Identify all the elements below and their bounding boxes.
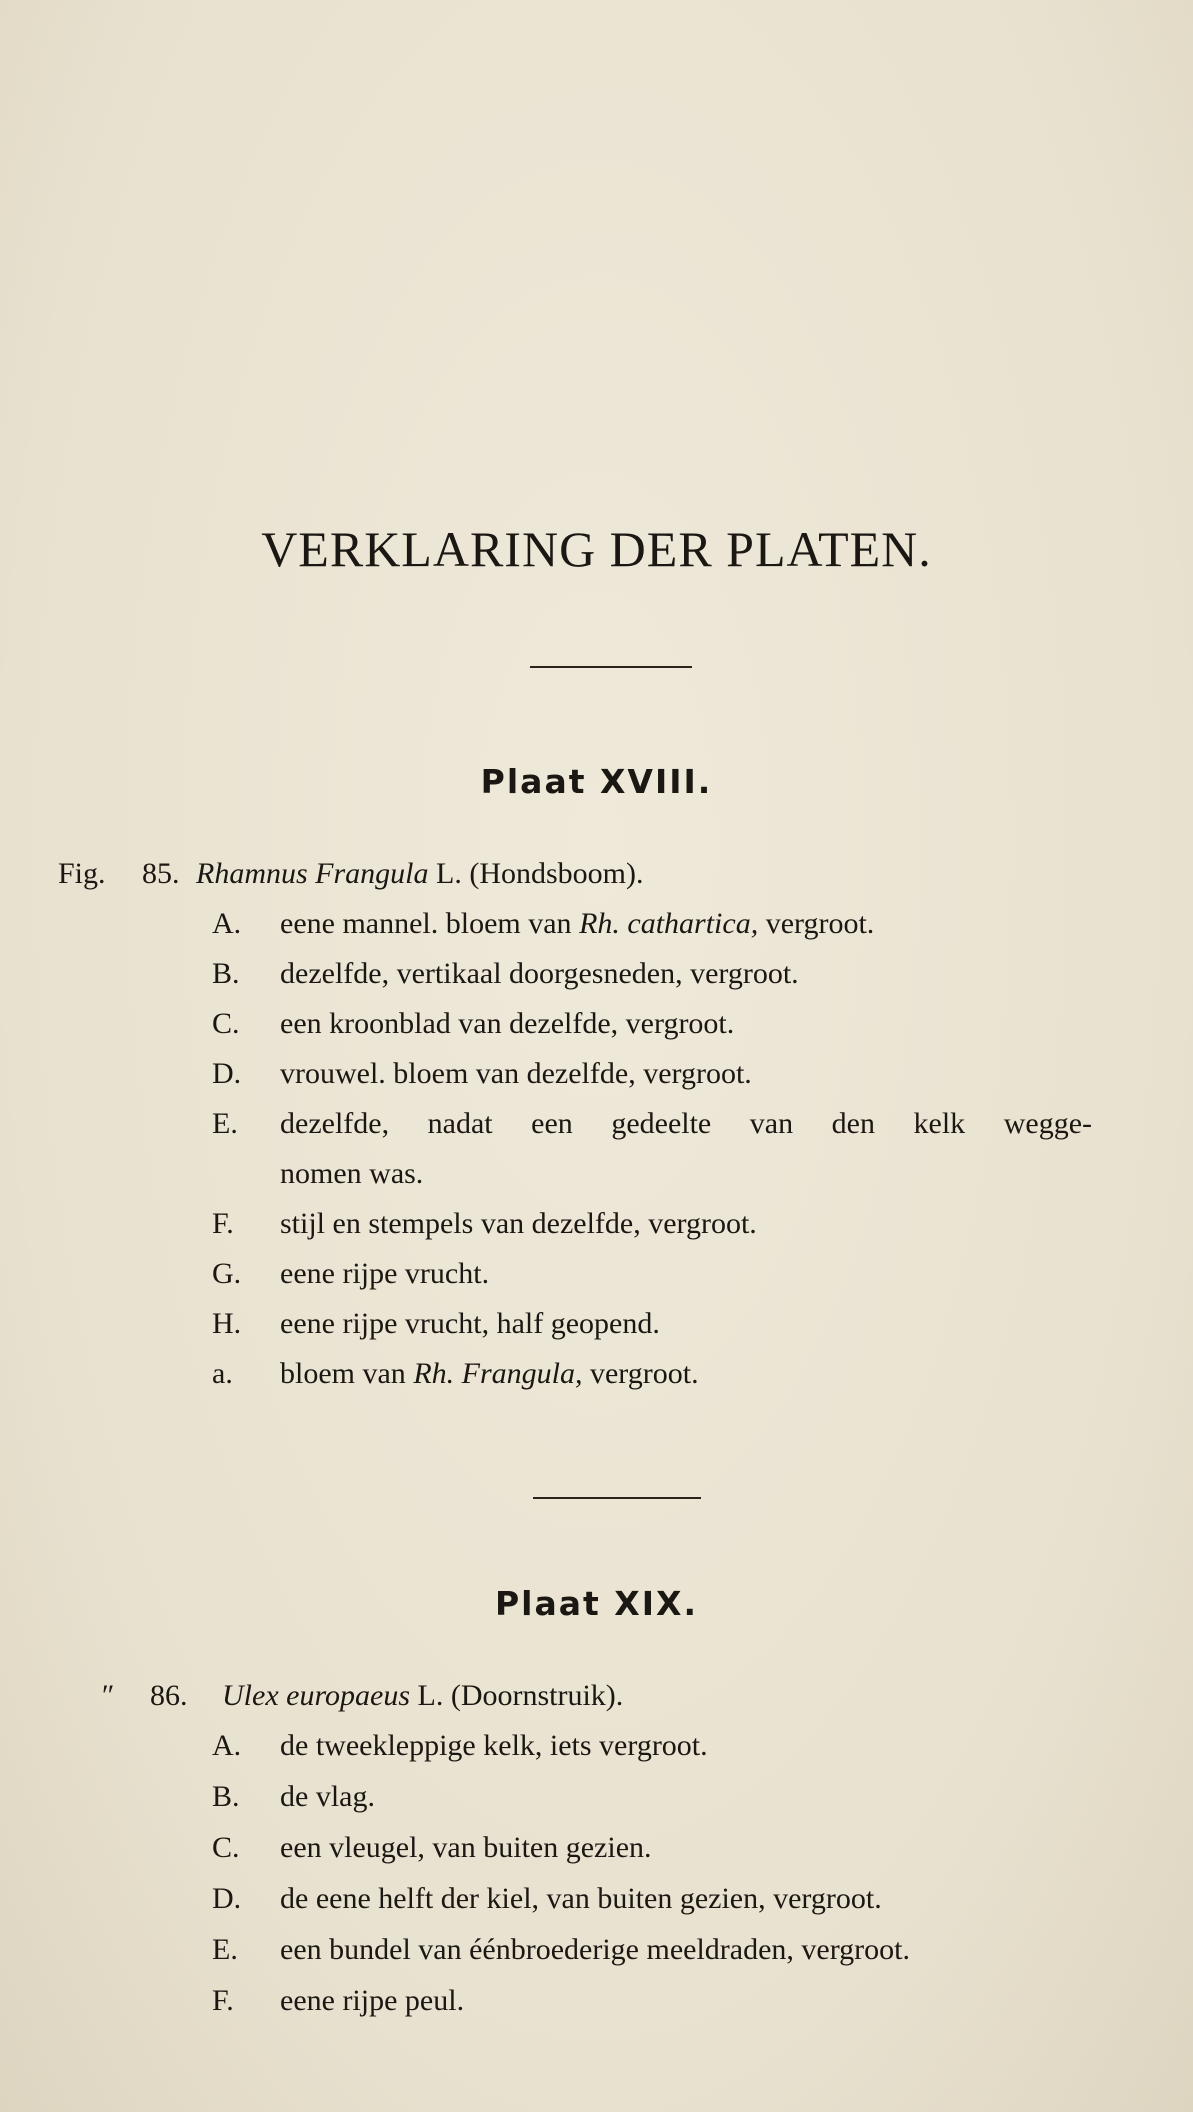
- item-text: dezelfde, vertikaal doorgesneden, vergroot.: [280, 957, 799, 990]
- page-title: VERKLARING DER PLATEN.: [261, 521, 932, 577]
- item-text: eene rijpe vrucht, half geopend.: [280, 1307, 660, 1340]
- item-text: [280, 906, 874, 942]
- species-author: L. (Hondsboom).: [428, 857, 644, 890]
- item-text: een bundel van éénbroederige meeldraden, vergroot.: [280, 1933, 910, 1966]
- section-rule: [533, 1497, 701, 1499]
- item-text-part: eene mannel. bloem van: [280, 907, 580, 940]
- item-letter: a.: [212, 1357, 233, 1390]
- item-letter: C.: [212, 1007, 240, 1040]
- item-text: een kroonblad van dezelfde, vergroot.: [280, 1007, 735, 1040]
- item-text: nomen was.: [280, 1157, 424, 1190]
- species-name: Rhamnus Frangula: [196, 857, 429, 890]
- item-text: de tweekleppige kelk, iets vergroot.: [280, 1729, 708, 1762]
- item-letter: C.: [212, 1831, 240, 1864]
- item-text-italic: Rh. Frangula,: [413, 1357, 583, 1390]
- item-letter: H.: [212, 1307, 242, 1340]
- figure-species: [222, 1678, 623, 1714]
- figure-number: 86.: [150, 1679, 188, 1712]
- item-letter: A.: [212, 907, 242, 940]
- species-author: L. (Doornstruik).: [410, 1679, 624, 1712]
- item-text: de vlag.: [280, 1780, 375, 1813]
- figure-prefix: Fig.: [58, 857, 106, 890]
- plate-heading-xix: Plaat XIX.: [495, 1584, 698, 1623]
- item-letter: F.: [212, 1207, 234, 1240]
- item-text-part: vergroot.: [758, 907, 875, 940]
- item-letter: F.: [212, 1984, 234, 2017]
- item-letter: B.: [212, 1780, 240, 1813]
- species-name: Ulex europaeus: [222, 1679, 410, 1712]
- item-text-italic: Rh. cathartica,: [579, 907, 759, 940]
- item-text-part: vergroot.: [582, 1357, 699, 1390]
- item-text: dezelfde, nadat een gedeelte van den kelk wegge-: [280, 1107, 1092, 1140]
- item-text: [280, 1356, 699, 1392]
- item-letter: D.: [212, 1882, 242, 1915]
- figure-number: 85.: [142, 857, 180, 890]
- item-text: stijl en stempels van dezelfde, vergroot.: [280, 1207, 757, 1240]
- figure-prefix: ″: [100, 1679, 113, 1712]
- title-rule: [530, 666, 692, 668]
- item-letter: G.: [212, 1257, 242, 1290]
- item-letter: E.: [212, 1107, 238, 1140]
- plate-heading-xviii: Plaat XVIII.: [480, 762, 713, 801]
- figure-species: [196, 856, 643, 892]
- item-text: de eene helft der kiel, van buiten gezien, vergroot.: [280, 1882, 882, 1915]
- item-text-part: bloem van: [280, 1357, 414, 1390]
- item-letter: E.: [212, 1933, 238, 1966]
- item-text: eene rijpe vrucht.: [280, 1257, 490, 1290]
- item-letter: B.: [212, 957, 240, 990]
- item-letter: A.: [212, 1729, 242, 1762]
- item-text: een vleugel, van buiten gezien.: [280, 1831, 652, 1864]
- item-letter: D.: [212, 1057, 242, 1090]
- item-text: eene rijpe peul.: [280, 1984, 465, 2017]
- item-text: vrouwel. bloem van dezelfde, vergroot.: [280, 1057, 752, 1090]
